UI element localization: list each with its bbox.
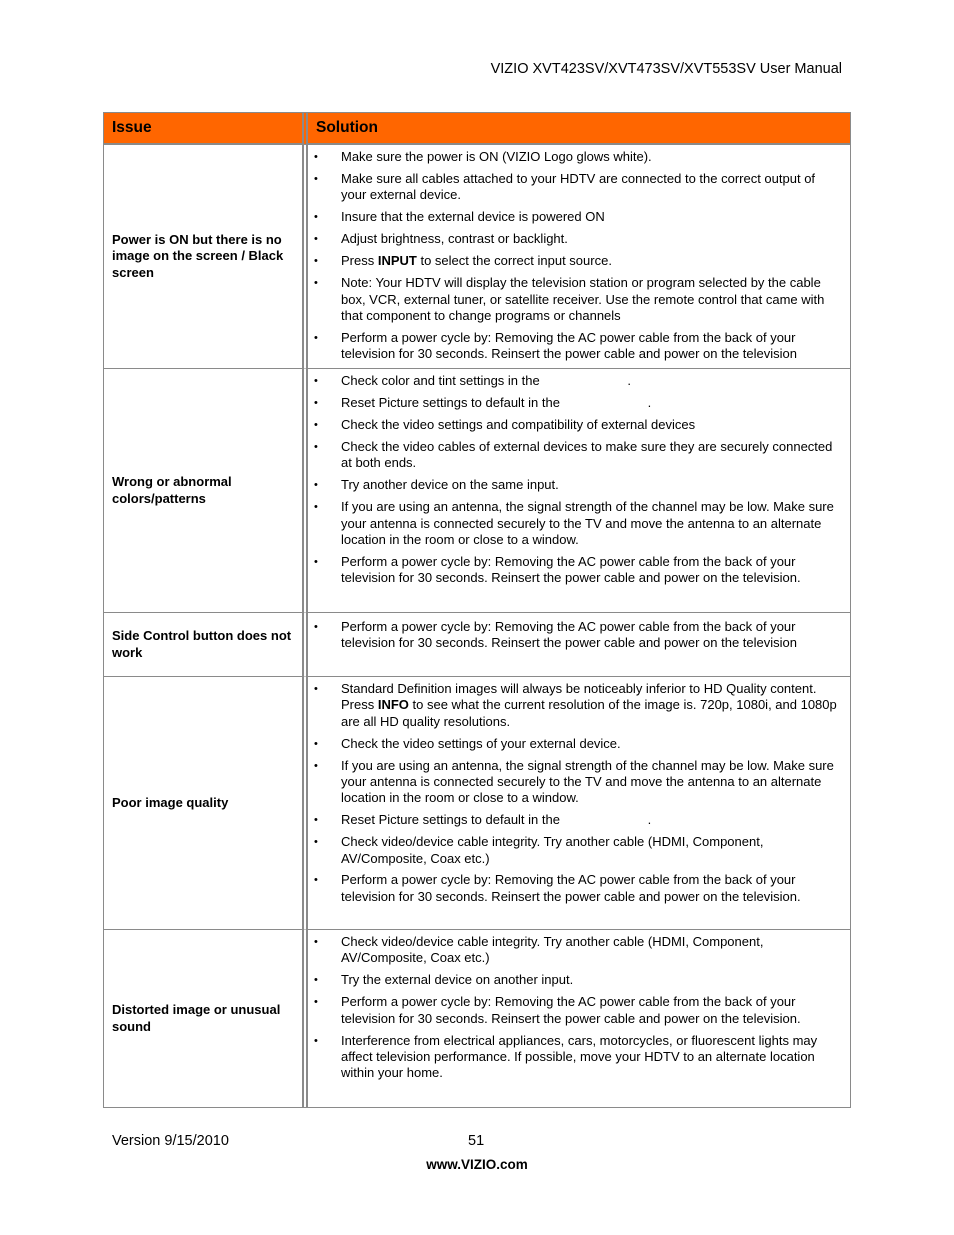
solution-text: .: [647, 812, 652, 828]
solution-cell: [308, 677, 850, 930]
solution-item: [308, 253, 842, 269]
solution-text: Perform a power cycle by: Removing the AC power cable from the back of your television for 30 seconds. Reinsert the power cable and power on the television.: [341, 994, 801, 1026]
bullet-icon: •: [314, 737, 318, 750]
solution-item: [308, 994, 842, 1027]
issue-column-header: Issue: [104, 113, 308, 145]
solution-item: [308, 477, 842, 493]
solution-text: Perform a power cycle by: Removing the AC power cable from the back of your television for 30 seconds. Reinsert the power cable and power on the television: [341, 329, 797, 362]
bullet-icon: •: [314, 621, 318, 634]
bullet-icon: •: [314, 397, 318, 410]
issue-cell: Side Control button does not work: [104, 613, 308, 677]
bullet-icon: •: [314, 233, 318, 246]
solution-text: If you are using an antenna, the signal strength of the channel may be low. Make sure your antenna is connected securely to the TV and move the antenna to an alternate location in the room or close to a window.: [341, 499, 834, 547]
solution-cell: [308, 613, 850, 677]
issue-cell: Distorted image or unusual sound: [104, 930, 308, 1107]
bullet-icon: •: [314, 1034, 318, 1047]
key-label: INPUT: [377, 253, 417, 269]
solution-item: [308, 439, 842, 472]
solution-item: [308, 812, 842, 828]
solution-text: Try the external device on another input.: [341, 972, 574, 988]
solution-text: Reset Picture settings to default in the: [341, 812, 564, 828]
solution-text: Check the video settings and compatibility of external devices: [341, 417, 696, 433]
table-row: [104, 677, 850, 930]
solution-text: Check the video settings of your external device.: [341, 735, 621, 751]
bullet-icon: •: [314, 441, 318, 454]
solution-item: [308, 417, 842, 433]
bullet-icon: •: [314, 683, 318, 696]
solution-text: Standard Definition images will always be noticeably inferior to HD Quality content. Press: [341, 681, 824, 713]
solution-list: [308, 145, 850, 362]
table-row: [104, 145, 850, 369]
manual-title: VIZIO XVT423SV/XVT473SV/XVT553SV User Manual: [490, 61, 842, 77]
bullet-icon: •: [314, 974, 318, 987]
solution-text: Interference from electrical appliances, cars, motorcycles, or fluorescent lights may affect television performance. If possible, move your HDTV to an alternate location within your home.: [341, 1032, 818, 1081]
bullet-icon: •: [314, 874, 318, 887]
solution-cell: [308, 369, 850, 613]
solution-text: .: [647, 395, 652, 411]
solution-item: [308, 872, 842, 905]
bullet-icon: •: [314, 836, 318, 849]
solution-text: Adjust brightness, contrast or backlight.: [341, 231, 568, 247]
bullet-icon: •: [314, 211, 318, 224]
table-row: [104, 613, 850, 677]
solution-list: [308, 930, 850, 1081]
solution-text: to select the correct input source.: [416, 253, 612, 269]
solution-item: [308, 1033, 842, 1082]
solution-item: [308, 209, 842, 225]
solution-text: Press: [341, 253, 378, 269]
table-row: [104, 930, 850, 1107]
solution-text: Try another device on the same input.: [341, 477, 559, 493]
solution-text: Make sure the power is ON (VIZIO Logo glows white).: [341, 149, 652, 164]
solution-list: [308, 613, 850, 652]
solution-text: .: [627, 373, 631, 389]
bullet-icon: •: [314, 996, 318, 1009]
bullet-icon: •: [314, 814, 318, 827]
solution-item: [308, 681, 842, 730]
solution-item: [308, 554, 842, 587]
solution-text: Perform a power cycle by: Removing the AC power cable from the back of your television for 30 seconds. Reinsert the power cable and power on the television.: [341, 872, 801, 904]
solution-item: [308, 275, 842, 324]
page-number: 51: [468, 1133, 485, 1149]
solution-item: [308, 149, 842, 165]
troubleshooting-table: [103, 112, 851, 1108]
table-header-row: [104, 113, 850, 145]
solution-cell: [308, 930, 850, 1107]
solution-text: Check video/device cable integrity. Try another cable (HDMI, Component, AV/Composite, Coax etc.): [341, 834, 764, 866]
solution-cell: [308, 145, 850, 369]
issue-cell: Wrong or abnormal colors/patterns: [104, 369, 308, 613]
solution-item: [308, 834, 842, 867]
issue-cell: Power is ON but there is no image on the screen / Black screen: [104, 145, 308, 369]
solution-text: Check video/device cable integrity. Try another cable (HDMI, Component, AV/Composite, Coax etc.): [341, 934, 764, 966]
bullet-icon: •: [314, 419, 318, 432]
solution-list: [308, 677, 850, 905]
footer-url[interactable]: www.VIZIO.com: [426, 1157, 528, 1172]
key-label: INFO: [377, 697, 409, 713]
solution-column-header: Solution: [308, 113, 850, 145]
solution-list: [308, 369, 850, 586]
solution-text: Reset Picture settings to default in the: [341, 395, 564, 411]
bullet-icon: •: [314, 479, 318, 492]
solution-text: Check color and tint settings in the: [341, 373, 544, 389]
bullet-icon: •: [314, 277, 318, 290]
solution-item: [308, 934, 842, 967]
bullet-icon: •: [314, 331, 318, 344]
solution-text: Note: Your HDTV will display the television station or program selected by the cable box, VCR, external tuner, or satellite receiver. Use the remote control that came with that component to change programs or channels: [341, 275, 825, 323]
solution-text: Make sure all cables attached to your HDTV are connected to the correct output of your external device.: [341, 170, 816, 203]
solution-text: Check the video cables of external devices to make sure they are securely connected at both ends.: [341, 439, 833, 471]
solution-item: [308, 330, 842, 363]
bullet-icon: •: [314, 501, 318, 514]
solution-item: [308, 171, 842, 204]
bullet-icon: •: [314, 936, 318, 949]
solution-text: to see what the current resolution of the image is. 720p, 1080i, and 1080p are all HD quality resolutions.: [341, 697, 841, 729]
solution-item: [308, 758, 842, 807]
bullet-icon: •: [314, 759, 318, 772]
solution-text: Perform a power cycle by: Removing the AC power cable from the back of your television for 30 seconds. Reinsert the power cable and power on the television: [341, 619, 797, 651]
solution-item: [308, 373, 842, 389]
bullet-icon: •: [314, 375, 318, 388]
solution-text: Insure that the external device is powered ON: [341, 209, 605, 225]
issue-cell: Poor image quality: [104, 677, 308, 930]
solution-text: If you are using an antenna, the signal strength of the channel may be low. Make sure your antenna is connected securely to the TV and move the antenna to an alternate location in the room or close to a window.: [341, 757, 834, 806]
bullet-icon: •: [314, 555, 318, 568]
solution-item: [308, 395, 842, 411]
solution-item: [308, 972, 842, 988]
solution-text: Perform a power cycle by: Removing the AC power cable from the back of your television for 30 seconds. Reinsert the power cable and power on the television.: [341, 553, 801, 586]
solution-item: [308, 736, 842, 752]
table-row: [104, 369, 850, 613]
bullet-icon: •: [314, 172, 318, 185]
solution-item: [308, 231, 842, 247]
solution-item: [308, 499, 842, 548]
footer-version: Version 9/15/2010: [112, 1133, 229, 1149]
bullet-icon: •: [314, 255, 318, 268]
solution-item: [308, 619, 842, 652]
bullet-icon: •: [314, 151, 318, 163]
